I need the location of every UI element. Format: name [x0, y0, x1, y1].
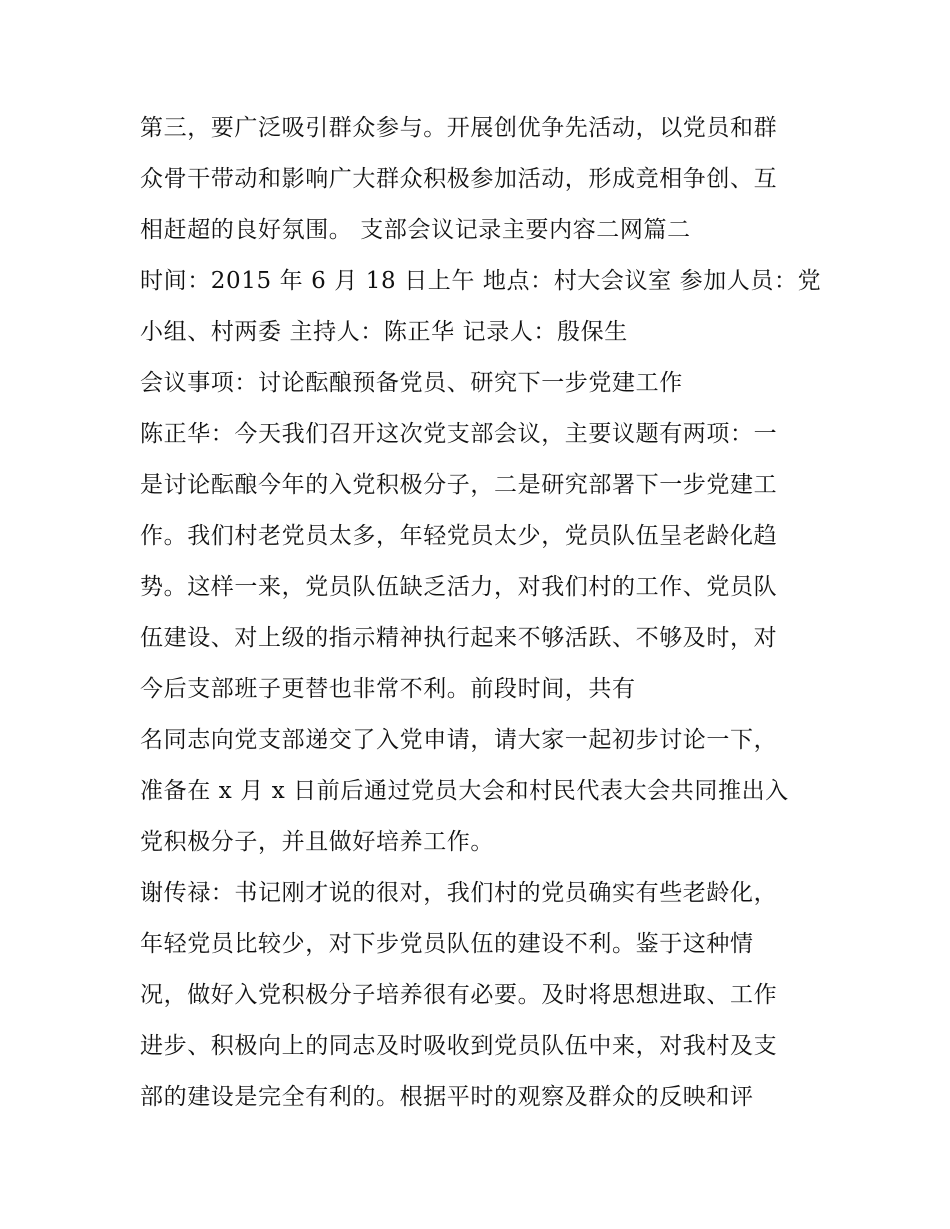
text-line: 众骨干带动和影响广大群众积极参加活动，形成竞相争创、互	[140, 166, 778, 192]
text-line: 部的建设是完全有利的。根据平时的观察及群众的反映和评	[140, 1084, 754, 1110]
text-line: 年轻党员比较少，对下步党员队伍的建设不利。鉴于这种情	[140, 931, 754, 957]
text-line: 准备在 x 月 x 日前后通过党员大会和村民代表大会共同推出入	[140, 778, 789, 804]
document-body	[140, 103, 820, 1123]
text-line: 今后支部班子更替也非常不利。前段时间，共有	[140, 676, 636, 702]
text-line: 陈正华：今天我们召开这次党支部会议，主要议题有两项：一	[140, 421, 778, 447]
text-line: 党积极分子，并且做好培养工作。	[140, 829, 494, 855]
text-line: 谢传禄：书记刚才说的很对，我们村的党员确实有些老龄化，	[140, 880, 778, 906]
text-line: 进步、积极向上的同志及时吸收到党员队伍中来，对我村及支	[140, 1033, 778, 1059]
text-line: 是讨论酝酿今年的入党积极分子，二是研究部署下一步党建工	[140, 472, 778, 498]
text-line: 伍建设、对上级的指示精神执行起来不够活跃、不够及时，对	[140, 625, 778, 651]
text-line: 会议事项：讨论酝酿预备党员、研究下一步党建工作	[140, 370, 683, 396]
text-line: 况，做好入党积极分子培养很有必要。及时将思想进取、工作	[140, 982, 778, 1008]
text-line: 名同志向党支部递交了入党申请，请大家一起初步讨论一下，	[140, 727, 778, 753]
text-line: 势。这样一来，党员队伍缺乏活力，对我们村的工作、党员队	[140, 574, 778, 600]
text-line: 相赶超的良好氛围。 支部会议记录主要内容二网篇二	[140, 217, 691, 243]
text-line: 第三，要广泛吸引群众参与。开展创优争先活动，以党员和群	[140, 115, 778, 141]
text-line: 时间：2015 年 6 月 18 日上午 地点：村大会议室 参加人员：党	[140, 268, 822, 294]
text-line: 作。我们村老党员太多，年轻党员太少，党员队伍呈老龄化趋	[140, 523, 778, 549]
text-line: 小组、村两委 主持人：陈正华 记录人：殷保生	[140, 319, 628, 345]
